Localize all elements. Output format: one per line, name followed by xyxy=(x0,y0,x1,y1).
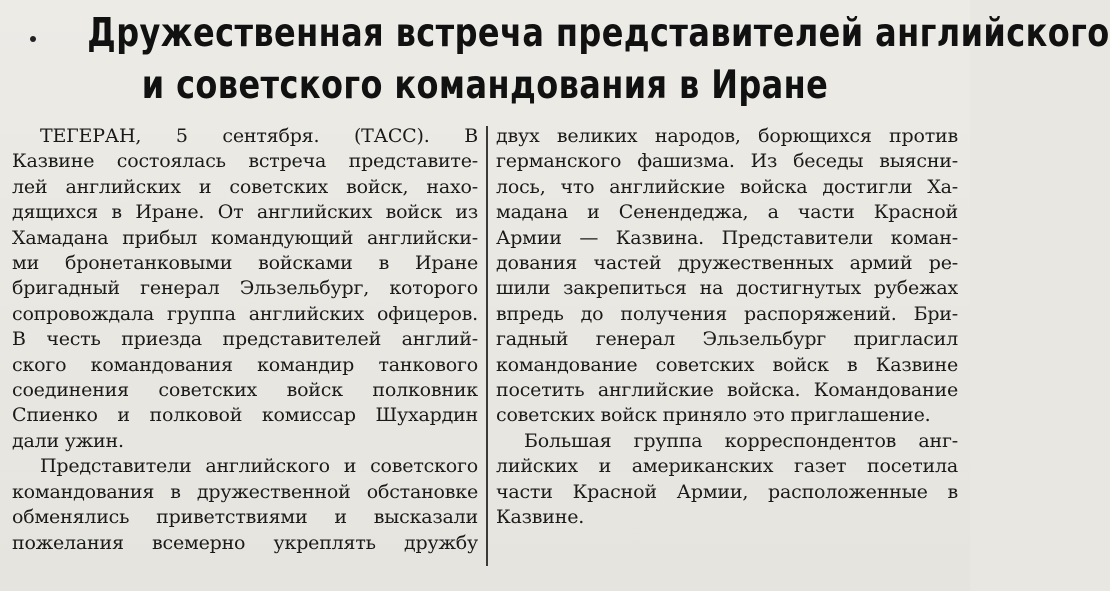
article-column-left xyxy=(12,124,478,556)
article-line: ТЕГЕРАН, 5 сентября. (ТАСС). В xyxy=(40,125,478,147)
article-line: гадный генерал Эльзельбург пригласил xyxy=(496,328,958,351)
article-line: лось, что английские войска достигли Ха- xyxy=(496,175,958,198)
column-divider xyxy=(486,126,488,566)
article-line: двух великих народов, борющихся против xyxy=(496,125,958,147)
article-line: дали ужин. xyxy=(12,429,124,452)
article-line: Хамадана прибыл командующий английски- xyxy=(12,226,478,249)
bullet-mark xyxy=(30,36,36,42)
article-line: пожелания всемерно укреплять дружбу xyxy=(12,531,478,554)
article-line: части Красной Армии, расположенные в xyxy=(496,480,958,503)
article-line: Армии — Казвина. Представители коман- xyxy=(496,226,958,249)
article-line: Казвине состоялась встреча представите- xyxy=(12,150,478,173)
article-line: соединения советских войск полковник xyxy=(12,379,478,402)
article-line: Представители английского и советского xyxy=(40,455,478,478)
article-column-right xyxy=(496,124,958,531)
article-line: командования в дружественной обстановке xyxy=(12,480,478,503)
article-line: советских войск приняло это приглашение. xyxy=(496,404,931,427)
article-line: ми бронетанковыми войсками в Иране xyxy=(12,252,478,275)
article-line: лийских и американских газет посетила xyxy=(496,455,958,478)
headline-line-2: и советского командования в Иране xyxy=(141,63,829,108)
headline xyxy=(87,8,1110,112)
headline-line-1: Дружественная встреча представителей английского xyxy=(87,11,1110,56)
article-line: впредь до получения распоряжений. Бри- xyxy=(496,302,958,325)
article-line: германского фашизма. Из беседы выясни- xyxy=(496,150,958,173)
article-line: В честь приезда представителей англий- xyxy=(12,328,478,351)
article-line: обменялись приветствиями и высказали xyxy=(12,506,478,529)
article-line: мадана и Сенендеджа, а части Красной xyxy=(496,201,958,224)
article-line: лей английских и советских войск, нахо- xyxy=(12,175,478,198)
article-line: бригадный генерал Эльзельбург, которого xyxy=(12,277,478,300)
article-line: дования частей дружественных армий ре- xyxy=(496,252,958,275)
article-line: дящихся в Иране. От английских войск из xyxy=(12,201,478,224)
article-line: Спиенко и полковой комиссар Шухардин xyxy=(12,404,478,427)
article-line: шили закрепиться на достигнутых рубежах xyxy=(496,277,958,300)
article-line: посетить английские войска. Командование xyxy=(496,379,958,402)
article-line: Казвине. xyxy=(496,506,585,529)
article-line: сопровождала группа английских офицеров. xyxy=(12,302,478,325)
article-line: командование советских войск в Казвине xyxy=(496,353,958,376)
article-line: ского командования командир танкового xyxy=(12,353,478,376)
article-line: Большая группа корреспондентов анг- xyxy=(524,429,958,452)
